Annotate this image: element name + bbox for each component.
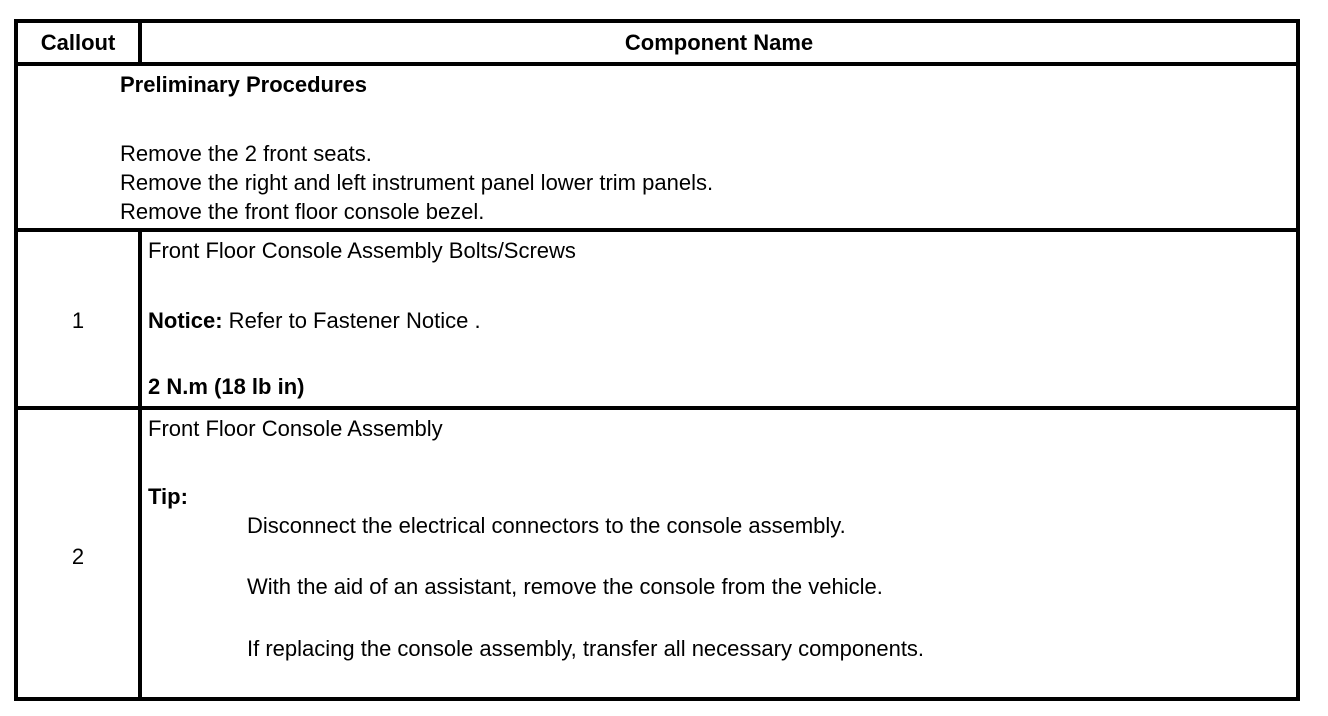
torque-spec: 2 N.m (18 lb in) <box>148 374 305 399</box>
component-name: Front Floor Console Assembly <box>148 416 443 441</box>
component-name: Front Floor Console Assembly Bolts/Screws <box>148 238 576 263</box>
notice-label: Notice: <box>148 308 223 333</box>
preliminary-step: Remove the 2 front seats. <box>120 141 372 166</box>
preliminary-divider <box>18 228 1296 232</box>
component-name-header: Component Name <box>624 30 814 55</box>
tip-item: With the aid of an assistant, remove the console from the vehicle. <box>247 574 883 599</box>
header-divider <box>18 62 1296 66</box>
callout-number: 1 <box>71 308 85 333</box>
notice-text: Refer to Fastener Notice . <box>222 308 481 333</box>
row1-divider <box>18 406 1296 410</box>
tip-item: Disconnect the electrical connectors to the console assembly. <box>247 513 846 538</box>
tip-label: Tip: <box>148 484 188 509</box>
preliminary-step: Remove the right and left instrument panel lower trim panels. <box>120 170 714 195</box>
callout-number: 2 <box>71 544 85 569</box>
tip-item: If replacing the console assembly, transfer all necessary components. <box>247 636 925 661</box>
notice-line <box>148 308 481 334</box>
procedure-table <box>14 19 1300 701</box>
callout-header: Callout <box>40 30 116 55</box>
rows-column-divider <box>138 231 142 697</box>
preliminary-step: Remove the front floor console bezel. <box>120 199 485 224</box>
preliminary-title: Preliminary Procedures <box>120 72 368 97</box>
